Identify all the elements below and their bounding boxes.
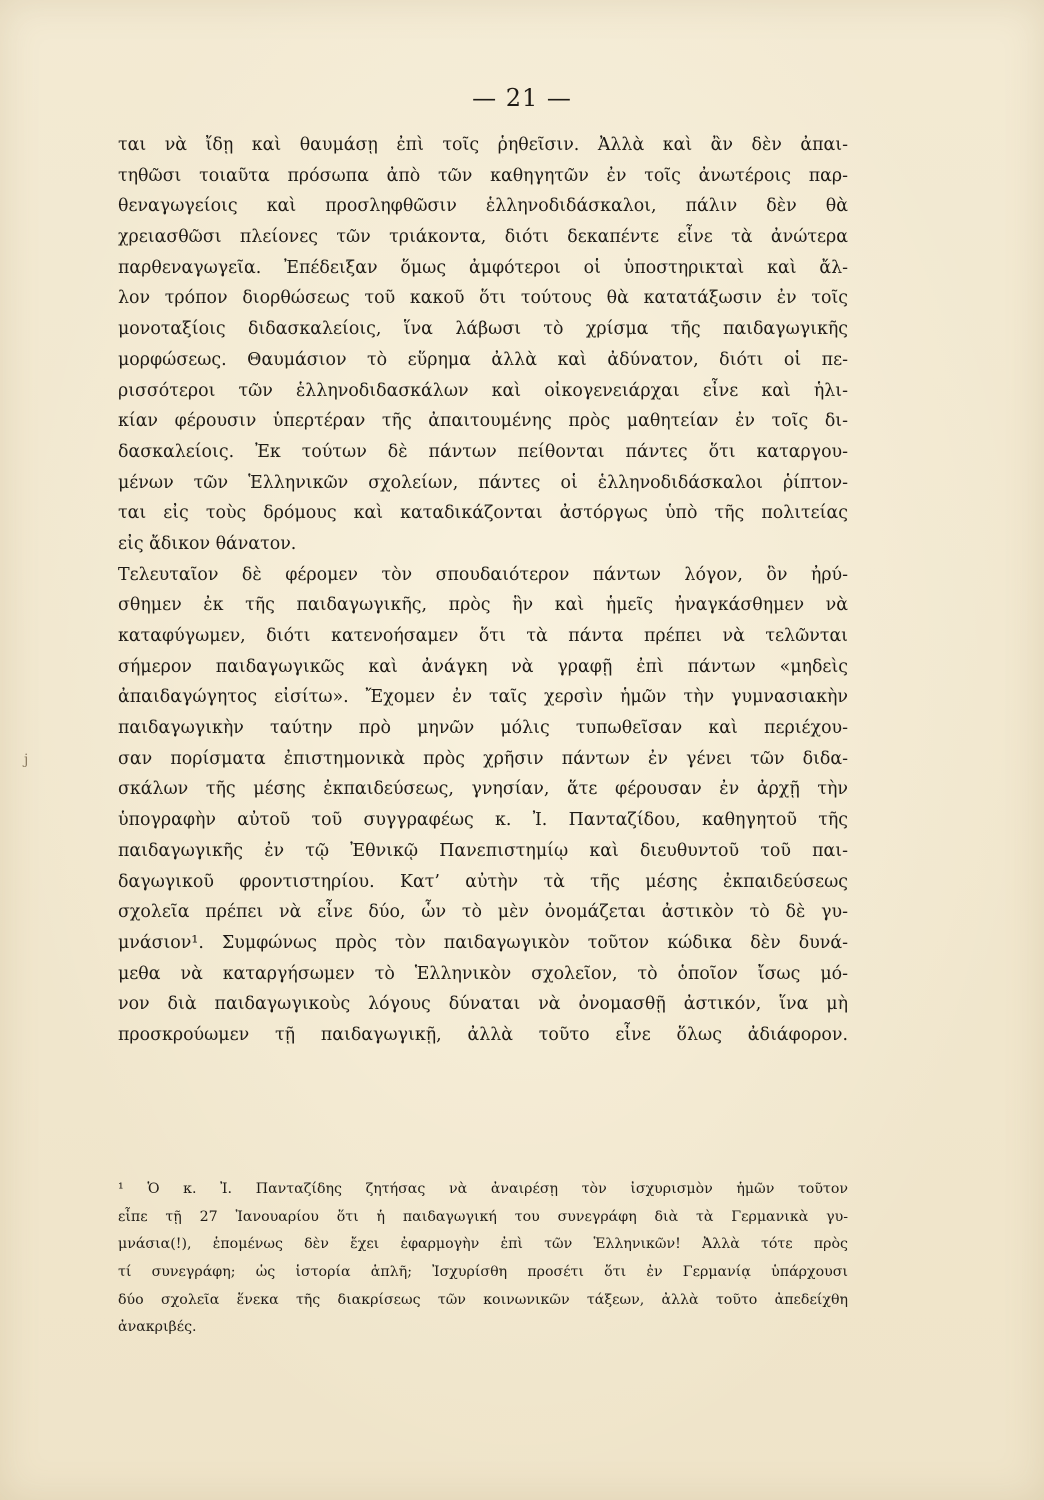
body-line: προσκρούωμεν τῇ παιδαγωγικῇ, ἀλλὰ τοῦτο εἶνε ὅλως ἀδιάφορον.: [118, 1024, 848, 1045]
body-line: μνάσιον¹. Συμφώνως πρὸς τὸν παιδαγωγικὸν τοῦτον κώδικα δὲν δυνά-: [118, 932, 848, 953]
body-line: παιδαγωγικὴν ταύτην πρὸ μηνῶν μόλις τυπωθεῖσαν καὶ περιέχου-: [118, 718, 848, 739]
footnote-line: ¹ Ὁ κ. Ἰ. Πανταζίδης ζητήσας νὰ ἀναιρέσῃ τὸν ἰσχυρισμὸν ἡμῶν τοῦτον: [118, 1181, 848, 1197]
body-line: δασκαλείοις. Ἐκ τούτων δὲ πάντων πείθονται πάντες ὅτι καταργου-: [118, 441, 848, 462]
body-line: θεναγωγείοις καὶ προσληφθῶσιν ἑλληνοδιδάσκαλοι, πάλιν δὲν θὰ: [118, 196, 848, 217]
footnote-line: τί συνεγράφη; ὡς ἱστορία ἁπλῆ; Ἰσχυρίσθη προσέτι ὅτι ἐν Γερμανίᾳ ὑπάρχουσι: [118, 1264, 848, 1281]
footnote-line: ἀνακριβές.: [118, 1319, 197, 1336]
body-line: ται νὰ ἴδῃ καὶ θαυμάσῃ ἐπὶ τοῖς ῥηθεῖσιν. Ἀλλὰ καὶ ἂν δὲν ἀπαι-: [118, 135, 848, 155]
footnote-line: μνάσια(!), ἑπομένως δὲν ἔχει ἐφαρμογὴν ἐπὶ τῶν Ἑλληνικῶν! Ἀλλὰ τότε πρὸς: [118, 1236, 848, 1253]
body-line-paragraph-end: εἰς ἄδικον θάνατον.: [118, 533, 297, 554]
body-line: κίαν φέρουσιν ὑπερτέραν τῆς ἀπαιτουμένης πρὸς μαθητείαν ἐν τοῖς δι-: [118, 411, 848, 432]
body-line: σαν πορίσματα ἐπιστημονικὰ πρὸς χρῆσιν πάντων ἐν γένει τῶν διδα-: [118, 748, 848, 769]
body-line: παρθεναγωγεῖα. Ἐπέδειξαν ὅμως ἀμφότεροι οἱ ὑποστηρικταὶ καὶ ἄλ-: [118, 257, 848, 278]
body-text: [118, 130, 848, 1051]
footnotes: [118, 1176, 848, 1342]
body-line: σθημεν ἐκ τῆς παιδαγωγικῆς, πρὸς ἣν καὶ ἡμεῖς ἠναγκάσθημεν νὰ: [118, 595, 848, 616]
body-line: τηθῶσι τοιαῦτα πρόσωπα ἀπὸ τῶν καθηγητῶν ἐν τοῖς ἀνωτέροις παρ-: [118, 165, 848, 186]
body-line-paragraph-start: Τελευταῖον δὲ φέρομεν τὸν σπουδαιότερον πάντων λόγον, ὃν ἠρύ-: [118, 564, 848, 585]
footnote-line: δύο σχολεῖα ἕνεκα τῆς διακρίσεως τῶν κοινωνικῶν τάξεων, ἀλλὰ τοῦτο ἀπεδείχθη: [118, 1291, 848, 1308]
body-line: μονοταξίοις διδασκαλείοις, ἵνα λάβωσι τὸ χρίσμα τῆς παιδαγωγικῆς: [118, 319, 848, 340]
body-line: νον διὰ παιδαγωγικοὺς λόγους δύναται νὰ ὀνομασθῇ ἀστικόν, ἵνα μὴ: [118, 994, 848, 1015]
body-line: ται εἰς τοὺς δρόμους καὶ καταδικάζονται ἀστόργως ὑπὸ τῆς πολιτείας: [118, 503, 848, 524]
body-line: μεθα νὰ καταργήσωμεν τὸ Ἑλληνικὸν σχολεῖον, τὸ ὁποῖον ἴσως μό-: [118, 963, 848, 984]
page-number: — 21 —: [472, 84, 572, 112]
body-line: σήμερον παιδαγωγικῶς καὶ ἀνάγκη νὰ γραφῇ ἐπὶ πάντων «μηδεὶς: [118, 656, 848, 677]
footnote-line: εἶπε τῇ 27 Ἰανουαρίου ὅτι ἡ παιδαγωγική του συνεγράφη διὰ τὰ Γερμανικὰ γυ-: [118, 1208, 848, 1225]
body-line: ἀπαιδαγώγητος εἰσίτω». Ἔχομεν ἐν ταῖς χερσὶν ἡμῶν τὴν γυμνασιακὴν: [118, 687, 848, 708]
body-line: ρισσότεροι τῶν ἑλληνοδιδασκάλων καὶ οἰκογενειάρχαι εἶνε καὶ ἡλι-: [118, 380, 848, 401]
body-line: δαγωγικοῦ φροντιστηρίου. Κατ’ αὐτὴν τὰ τῆς μέσης ἐκπαιδεύσεως: [118, 871, 848, 892]
body-line: ὑπογραφὴν αὐτοῦ τοῦ συγγραφέως κ. Ἰ. Πανταζίδου, καθηγητοῦ τῆς: [118, 810, 848, 831]
body-line: παιδαγωγικῆς ἐν τῷ Ἐθνικῷ Πανεπιστημίῳ καὶ διευθυντοῦ τοῦ παι-: [118, 840, 848, 861]
body-line: λον τρόπον διορθώσεως τοῦ κακοῦ ὅτι τούτους θὰ κατατάξωσιν ἐν τοῖς: [118, 288, 848, 309]
body-line: χρειασθῶσι πλείονες τῶν τριάκοντα, διότι δεκαπέντε εἶνε τὰ ἀνώτερα: [118, 227, 848, 248]
body-line: σχολεῖα πρέπει νὰ εἶνε δύο, ὧν τὸ μὲν ὀνομάζεται ἀστικὸν τὸ δὲ γυ-: [118, 902, 848, 923]
body-line: σκάλων τῆς μέσης ἐκπαιδεύσεως, γνησίαν, ἅτε φέρουσαν ἐν ἀρχῇ τὴν: [118, 779, 848, 800]
margin-mark: j: [24, 752, 29, 768]
body-line: μένων τῶν Ἑλληνικῶν σχολείων, πάντες οἱ ἑλληνοδιδάσκαλοι ῥίπτον-: [118, 472, 848, 493]
body-line: μορφώσεως. Θαυμάσιον τὸ εὕρημα ἀλλὰ καὶ ἀδύνατον, διότι οἱ πε-: [118, 349, 848, 370]
body-line: καταφύγωμεν, διότι κατενοήσαμεν ὅτι τὰ πάντα πρέπει νὰ τελῶνται: [118, 626, 848, 646]
